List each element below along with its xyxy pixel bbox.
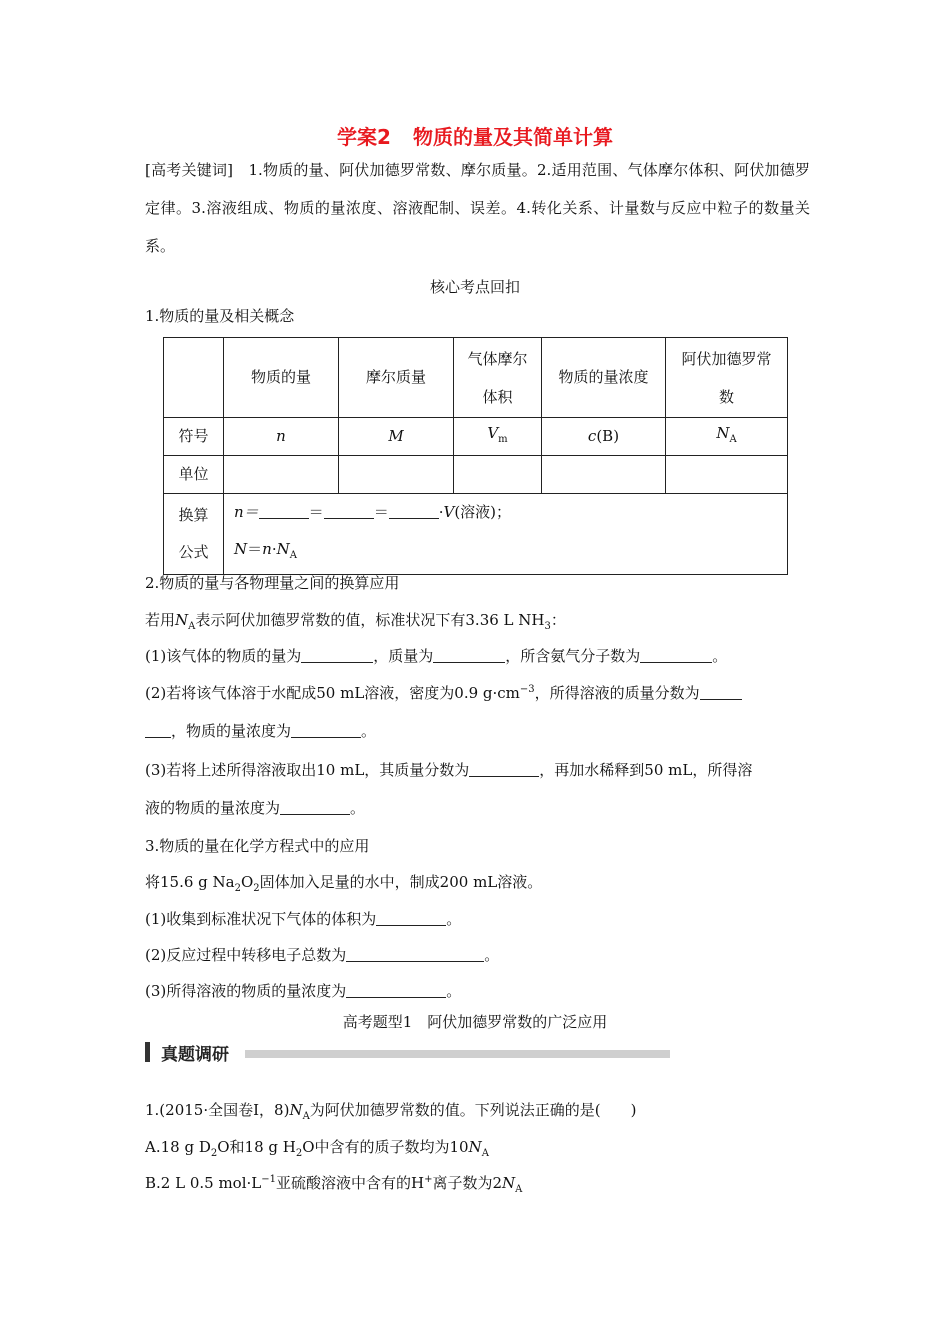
keywords-paragraph: [高考关键词] 1.物质的量、阿伏加德罗常数、摩尔质量。2.适用范围、气体摩尔体积、阿伏加德罗定律。3.溶液组成、物质的量浓度、溶液配制、误差。4.转化关系、计量数与反应中粒子的数量关系。: [145, 161, 810, 255]
answer-blank[interactable]: [291, 723, 361, 738]
section-3-title: 3.物质的量在化学方程式中的应用: [145, 837, 370, 855]
row-label-symbol: 符号: [164, 418, 224, 456]
answer-blank[interactable]: [346, 947, 484, 962]
header-avogadro: 阿伏加德罗常 数: [666, 338, 788, 418]
symbol-NA: $N_A$: [666, 418, 788, 456]
header-molar-volume: 气体摩尔 体积: [454, 338, 542, 418]
unit-cell-5: [666, 456, 788, 494]
banner-bar: [145, 1042, 150, 1062]
answer-blank[interactable]: [301, 648, 373, 663]
section-2-question-3-line-2: 液的物质的量浓度为 。: [145, 799, 366, 817]
question-1-option-b[interactable]: B.2 L 0.5 $mol\cdot L^{-1}$亚硫酸溶液中含有的H+离子数为$2N_A$: [145, 1174, 523, 1195]
answer-blank[interactable]: [346, 983, 446, 998]
header-concentration: 物质的量浓度: [542, 338, 666, 418]
unit-cell-1: [224, 456, 339, 494]
section-1-title: 1.物质的量及相关概念: [145, 307, 295, 325]
real-questions-banner: [145, 1040, 535, 1064]
answer-blank[interactable]: [145, 723, 171, 738]
section-2-question-1: (1)该气体的物质的量为 ，质量为 ，所含氨气分子数为 。: [145, 647, 728, 665]
row-label-formula: 换算 公式: [164, 494, 224, 575]
unit-cell-2: [339, 456, 454, 494]
formula-line-1: n＝ ＝ ＝ ·V(溶液)；: [234, 503, 512, 521]
symbol-n: n: [224, 418, 339, 456]
question-1-option-a[interactable]: A.18 g $D_2O$和18 g $H_2O$中含有的质子数均为$10N_A$: [145, 1138, 489, 1159]
table-header-row: [164, 338, 788, 418]
concept-table: [163, 337, 788, 575]
answer-blank[interactable]: [376, 911, 446, 926]
answer-blank[interactable]: [433, 648, 505, 663]
section-3-intro: 将15.6 g $Na_2O_2$固体加入足量的水中，制成200 mL溶液。: [145, 873, 543, 894]
answer-blank[interactable]: [640, 648, 712, 663]
title-main: 物质的量及其简单计算: [412, 125, 613, 149]
question-type-title: 高考题型1 阿伏加德罗常数的广泛应用: [342, 1013, 608, 1031]
row-label-unit: 单位: [164, 456, 224, 494]
section-3-question-2: (2)反应过程中转移电子总数为 。: [145, 946, 500, 964]
formula-blank-3[interactable]: [389, 504, 439, 519]
title-prefix: 学案2: [337, 125, 391, 149]
formula-blank-2[interactable]: [324, 504, 374, 519]
section-3-question-1: (1)收集到标准状况下气体的体积为 。: [145, 910, 462, 928]
section-2-title: 2.物质的量与各物理量之间的换算应用: [145, 574, 400, 592]
section-core-heading: 核心考点回扣: [429, 278, 520, 296]
symbol-Vm: $V_m$: [454, 418, 542, 456]
section-2-question-2-line-2: ，物质的量浓度为 。: [145, 720, 376, 741]
header-amount: 物质的量: [224, 338, 339, 418]
page-title: [0, 121, 950, 150]
answer-blank[interactable]: [280, 800, 350, 815]
formula-cell: [224, 494, 788, 575]
formula-line-2: $N=n\cdot N_A$: [234, 540, 297, 561]
banner-label: 真题调研: [161, 1045, 229, 1065]
answer-blank[interactable]: [469, 762, 539, 777]
banner-rule: [245, 1050, 670, 1058]
unit-cell-3: [454, 456, 542, 494]
header-molar-mass: 摩尔质量: [339, 338, 454, 418]
section-2-question-3-line-1: (3)若将上述所得溶液取出10 mL，其质量分数为 ，再加水稀释到50 mL，所得溶: [145, 761, 753, 779]
section-2-intro: 若用$N_A$表示阿伏加德罗常数的值，标准状况下有3.36 L $NH_3$：: [145, 611, 566, 632]
table-row-unit: [164, 456, 788, 494]
unit-cell-4: [542, 456, 666, 494]
symbol-cB: c(B): [542, 418, 666, 456]
table-row-symbol: [164, 418, 788, 456]
table-corner-cell: [164, 338, 224, 418]
answer-blank[interactable]: [700, 685, 742, 700]
section-3-question-3: (3)所得溶液的物质的量浓度为 。: [145, 982, 462, 1000]
table-row-formula: [164, 494, 788, 575]
formula-blank-1[interactable]: [259, 504, 309, 519]
question-1-stem: 1.(2015·全国卷Ⅰ，$8)N_A$为阿伏加德罗常数的值。下列说法正确的是( ): [145, 1101, 637, 1122]
section-2-question-2-line-1: (2)若将该气体溶于水配成50 mL溶液，密度为0.9 $g\cdot cm^{-3}$，所得溶液的质量分数为: [145, 682, 742, 703]
symbol-M: M: [339, 418, 454, 456]
